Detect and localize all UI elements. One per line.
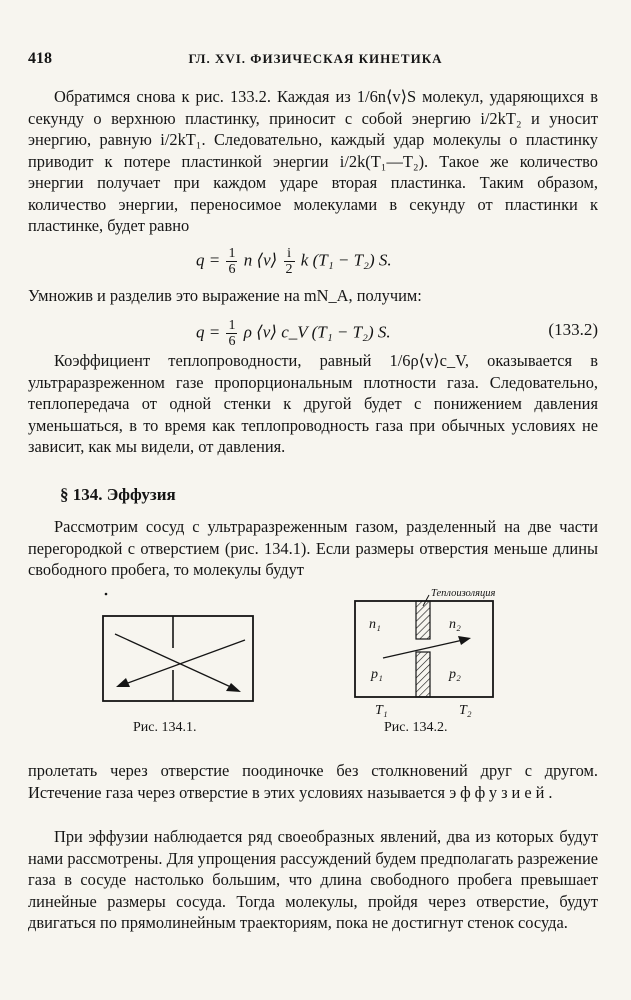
insulating-partition-top — [416, 601, 430, 639]
formula-1-rhs: k (T₁ − T₂) S. — [300, 250, 392, 270]
figure-134-2-drawing — [345, 586, 535, 718]
formula-1-lhs: q = — [196, 250, 221, 270]
running-head: ГЛ. XVI. ФИЗИЧЕСКАЯ КИНЕТИКА — [188, 51, 443, 66]
figure-134-2 — [345, 586, 535, 718]
figure-134-2-caption: Рис. 134.2. — [384, 720, 448, 735]
molecule-trajectory-arrowhead — [458, 636, 471, 645]
figure-134-1-drawing — [95, 590, 265, 710]
paragraph-5-text: пролетать через отверстие поодиночке без столкновений друг с другом. Истечение газа через отверстие в этих условиях называется — [28, 761, 598, 802]
formula-1-body — [196, 246, 392, 277]
formula-2-frac-num: 1 — [228, 318, 236, 333]
label-n1: n₁ — [369, 617, 381, 632]
equation-number: (133.2) — [548, 320, 598, 339]
formula-2-fraction — [226, 318, 237, 349]
formula-2-body — [196, 318, 391, 349]
label-t1: T₁ — [375, 703, 388, 718]
paragraph-5 — [28, 760, 598, 803]
label-t2: T₂ — [459, 703, 472, 718]
formula-1-frac2-den: 2 — [285, 262, 293, 277]
paragraph-3: Коэффициент теплопроводности, равный 1/6ρ⟨v⟩c_V, оказывается в ультраразреженном газе пропорциональным плотности газа. Следовательно, теплопередача от одной стенки к другой будет с понижением давления уменьшаться, в то время как теплопроводность газа при обычных условиях не зависит, как мы видели, от давления. — [28, 351, 598, 456]
formula-heat-flux — [28, 238, 598, 278]
label-p2: p₂ — [449, 667, 461, 682]
paragraph-4: Рассмотрим сосуд с ультраразреженным газом, разделенный на две части перегородкой с отверстием (рис. 134.1). Если размеры отверстия меньше длины свободного пробега, то молекулы будут — [28, 517, 598, 579]
term-effusion: эффузией. — [449, 782, 557, 802]
formula-2-rhs: ρ ⟨v⟩ c_V (T₁ − T₂) S. — [243, 322, 391, 342]
formula-1-middle: n ⟨v⟩ — [243, 250, 278, 270]
formula-1-fraction-1 — [226, 246, 237, 277]
trajectory-1-arrowhead — [226, 683, 241, 692]
formula-2-lhs: q = — [196, 322, 221, 342]
insulating-partition-bottom — [416, 652, 430, 697]
formula-1-frac1-den: 6 — [228, 262, 236, 277]
paragraph-1: Обратимся снова к рис. 133.2. Каждая из 1/6n⟨v⟩S молекул, ударяющихся в секунду о верхнюю пластинку, приносит с собой энергию i/2kT₂ и уносит энергию, равную i/2kT₁. Следовательно, каждый удар молекулы о пластинку приводит к потере пластинкой энергии i/2k(T₁—T₂). Такое же количество энергии получает при каждом ударе вторая пластинка. Таким образом, количество энергии, переносимое молекулами в секунду от пластинки к пластинке, будет равно — [28, 87, 598, 235]
page-header — [0, 50, 631, 72]
formula-2-frac-den: 6 — [228, 334, 236, 349]
page-number: 418 — [28, 50, 52, 67]
trajectory-1 — [115, 634, 233, 688]
formula-1-fraction-2 — [284, 246, 295, 277]
paragraph-6: При эффузии наблюдается ряд своеобразных явлений, два из которых будут нами рассмотрены. Для упрощения рассуждений будем предполагать разрежение газа в сосуде настолько большим, что длина свободного пробега превышает линейные размеры сосуда. Тогда молекулы, пройдя через отверстие, будут двигаться по прямолинейным траекториям, пока не достигнут стенок сосуда. — [28, 827, 598, 932]
label-n2: n₂ — [449, 617, 461, 632]
formula-1-frac2-num: i — [284, 246, 295, 262]
figure-1-speck — [105, 593, 108, 596]
trajectory-2-arrowhead — [116, 678, 130, 687]
figure-134-1-caption: Рис. 134.1. — [133, 720, 197, 735]
label-p1: p₁ — [371, 667, 383, 682]
section-title: § 134. Эффузия — [60, 485, 176, 504]
formula-133-2 — [28, 310, 598, 350]
insulation-label: Теплоизоляция — [431, 588, 496, 599]
formula-1-frac1-num: 1 — [228, 246, 236, 261]
paragraph-2: Умножив и разделив это выражение на mN_A, получим: — [28, 286, 422, 305]
figure-134-1 — [95, 590, 265, 710]
